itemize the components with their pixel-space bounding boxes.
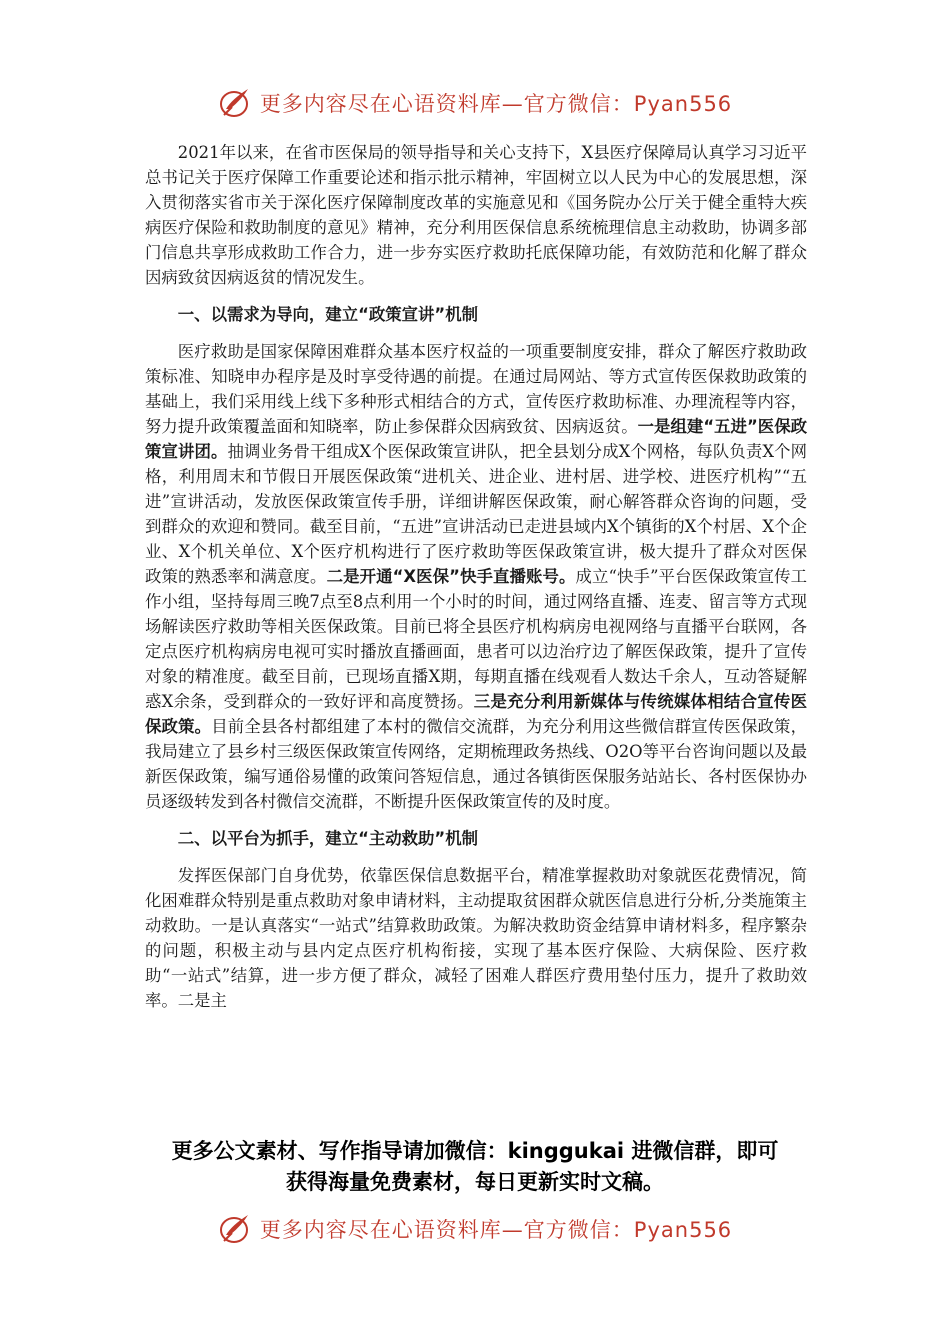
bottom-banner [0, 1206, 950, 1252]
banner-text: 更多内容尽在心语资料库—官方微信：Pyan556 [259, 92, 733, 116]
section-2-paragraph: 发挥医保部门自身优势，依靠医保信息数据平台，精准掌握救助对象就医花费情况，简化困难群众特别是重点救助对象申请材料，主动提取贫困群众就医信息进行分析,分类施策主动救助。一是认真落实“一站式”结算救助政策。为解决救助资金结算申请材料多，程序繁杂的问题，积极主动与县内定点医疗机构衔接，实现了基本医疗保险、大病保险、医疗救助“一站式”结算，进一步方便了群众，减轻了困难人群医疗费用垫付压力，提升了救助效率。二是主 [145, 866, 807, 1010]
intro-paragraph: 2021年以来，在省市医保局的领导指导和关心支持下，X县医疗保障局认真学习习近平总书记关于医疗保障工作重要论述和指示批示精神，牢固树立以人民为中心的发展思想，深入贯彻落实省市关于深化医疗保障制度改革的实施意见和《国务院办公厅关于健全重特大疾病医疗保险和救助制度的意见》精神，充分利用医保信息系统梳理信息主动救助，协调多部门信息共享形成救助工作合力，进一步夯实医疗救助托底保障功能，有效防范和化解了群众因病致贫因病返贫的情况发生。 [145, 143, 807, 287]
promo-line-2: 获得海量免费素材，每日更新实时文稿。 [286, 1170, 664, 1194]
promo-line-1: 更多公文素材、写作指导请加微信：kinggukai 进微信群，即可 [171, 1139, 779, 1163]
banner-text: 更多内容尽在心语资料库—官方微信：Pyan556 [259, 1218, 733, 1242]
promo-notice [0, 1136, 950, 1198]
section-1-text-4: 目前全县各村都组建了本村的微信交流群，为充分利用这些微信群宣传医保政策，我局建立了县乡村三级医保政策宣传网络，定期梳理政务热线、O2O等平台咨询问题以及最新医保政策，编写通俗易懂的政策问答短信息，通过各镇街医保服务站站长、各村医保协办员逐级转发到各村微信交流群，不断提升医保政策宣传的及时度。 [145, 717, 808, 811]
section-1-text-1: 医疗救助是国家保障困难群众基本医疗权益的一项重要制度安排，群众了解医疗救助政策标准、知晓申办程序是及时享受待遇的前提。在通过局网站、等方式宣传医保救助政策的基础上，我们采用线上线下多种形式相结合的方式，宣传医疗救助标准、办理流程等内容，努力提升政策覆盖面和知晓率，防止参保群众因病致贫、因病返贫。 [145, 342, 807, 436]
quill-logo-icon [218, 1211, 254, 1247]
section-1-bold-2: 二是开通“X医保”快手直播账号。 [326, 567, 576, 586]
section-2-heading: 二、以平台为抓手，建立“主动救助”机制 [177, 829, 478, 848]
section-1-bold-1: 一是组建“五进”医保政策宣讲团。 [145, 417, 808, 461]
quill-logo-icon [218, 85, 254, 121]
document-body [145, 140, 807, 1013]
section-1-text-3: 成立“快手”平台医保政策宣传工作小组，坚持每周三晚7点至8点利用一个小时的时间，通过网络直播、连麦、留言等方式现场解读医疗救助等相关医保政策。目前已将全县医疗机构病房电视网络与直播平台联网，各定点医疗机构病房电视可实时播放直播画面，患者可以边治疗边了解医保政策，提升了宣传对象的精准度。截至目前，已现场直播X期，每期直播在线观看人数达千余人，互动答疑解惑X余条，受到群众的一致好评和高度赞扬。 [145, 567, 807, 711]
section-1-paragraph [145, 339, 807, 814]
section-1-bold-3: 三是充分利用新媒体与传统媒体相结合宣传医保政策。 [145, 692, 807, 736]
section-1-heading: 一、以需求为导向，建立“政策宣讲”机制 [177, 305, 478, 324]
section-1-text-2: 抽调业务骨干组成X个医保政策宣讲队，把全县划分成X个网格，每队负责X个网格，利用周末和节假日开展医保政策“进机关、进企业、进村居、进学校、进医疗机构”“五进”宣讲活动，发放医保政策宣传手册，详细讲解医保政策，耐心解答群众咨询的问题，受到群众的欢迎和赞同。截至目前，“五进”宣讲活动已走进县域内X个镇街的X个村居、X个企业、X个机关单位、X个医疗机构进行了医疗救助等医保政策宣讲，极大提升了群众对医保政策的熟悉率和满意度。 [145, 442, 808, 586]
top-banner [0, 80, 950, 126]
